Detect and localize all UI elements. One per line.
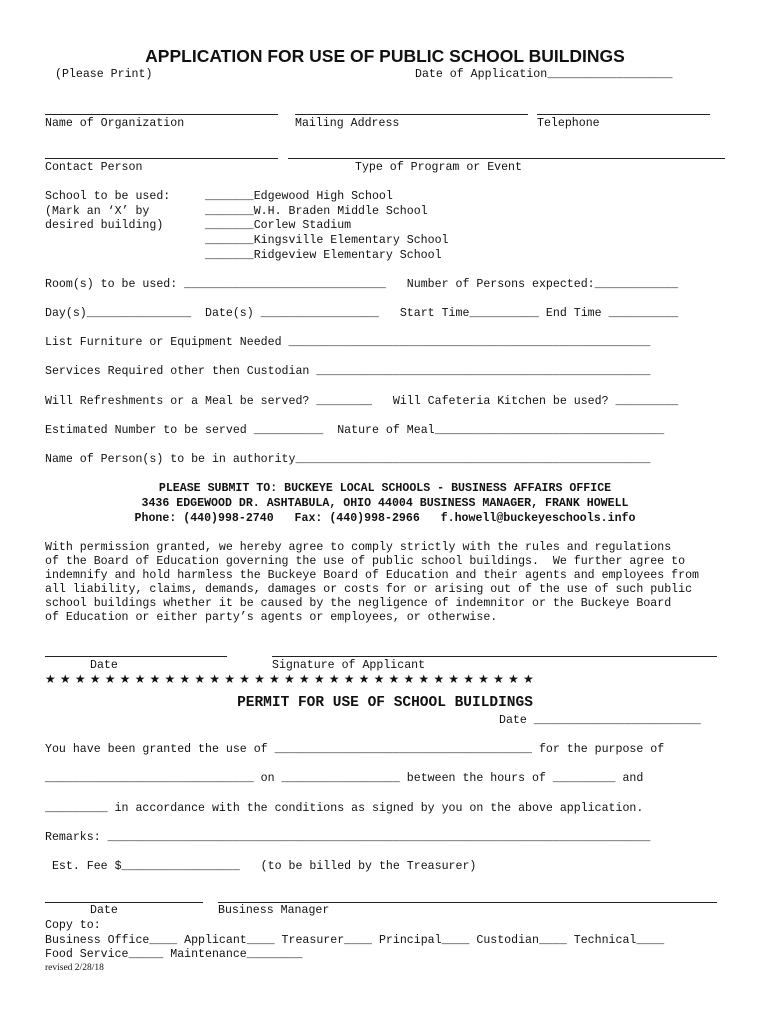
permit-date-label: Date bbox=[90, 904, 118, 917]
business-manager-line[interactable] bbox=[218, 902, 717, 903]
revision-note: revised 2/28/18 bbox=[45, 963, 104, 973]
agreement-line: indemnify and hold harmless the Buckeye Board of Education and their agents and employees from bbox=[45, 569, 699, 582]
rooms-row[interactable]: Room(s) to be used: _____________________________ Number of Persons expected:____________ bbox=[45, 278, 679, 291]
permit-title: PERMIT FOR USE OF SCHOOL BUILDINGS bbox=[237, 695, 533, 711]
school-option-braden[interactable]: _______W.H. Braden Middle School bbox=[205, 205, 428, 218]
permit-fee-row[interactable]: Est. Fee $_________________ (to be billed by the Treasurer) bbox=[45, 860, 477, 873]
mailing-address-line[interactable] bbox=[295, 114, 528, 115]
type-of-program-line[interactable] bbox=[288, 158, 725, 159]
telephone-label: Telephone bbox=[537, 117, 600, 130]
days-row[interactable]: Day(s)_______________ Date(s) _________________ Start Time__________ End Time __________ bbox=[45, 307, 679, 320]
please-print-note: (Please Print) bbox=[55, 68, 153, 81]
star-divider: ★ ★ ★ ★ ★ ★ ★ ★ ★ ★ ★ ★ ★ ★ ★ ★ ★ ★ ★ ★ ★ ★ ★ ★ ★ ★ ★ ★ ★ ★ ★ ★ ★ bbox=[45, 672, 534, 686]
school-option-ridgeview[interactable]: _______Ridgeview Elementary School bbox=[205, 249, 442, 262]
copy-to-line-2[interactable]: Food Service_____ Maintenance________ bbox=[45, 948, 303, 961]
submit-line-2: 3436 EDGEWOOD DR. ASHTABULA, OHIO 44004 BUSINESS MANAGER, FRANK HOWELL bbox=[141, 497, 629, 510]
submit-line-1: PLEASE SUBMIT TO: BUCKEYE LOCAL SCHOOLS - BUSINESS AFFAIRS OFFICE bbox=[158, 482, 612, 495]
mailing-address-label: Mailing Address bbox=[295, 117, 400, 130]
furniture-row[interactable]: List Furniture or Equipment Needed ____________________________________________________ bbox=[45, 336, 651, 349]
school-option-edgewood[interactable]: _______Edgewood High School bbox=[205, 190, 393, 203]
permit-remarks-row[interactable]: Remarks: ______________________________________________________________________________ bbox=[45, 831, 651, 844]
permit-date-line[interactable] bbox=[45, 902, 203, 903]
signature-date-label: Date bbox=[90, 659, 118, 672]
telephone-line[interactable] bbox=[537, 114, 710, 115]
agreement-line: With permission granted, we hereby agree to comply strictly with the rules and regulations bbox=[45, 541, 672, 554]
school-label-line-3: desired building) bbox=[45, 219, 164, 232]
refreshments-row[interactable]: Will Refreshments or a Meal be served? ________ Will Cafeteria Kitchen be used? _________ bbox=[45, 395, 679, 408]
school-label-line-2: (Mark an ‘X’ by bbox=[45, 205, 150, 218]
contact-person-label: Contact Person bbox=[45, 161, 143, 174]
agreement-line: of the Board of Education governing the use of public school buildings. We further agree to bbox=[45, 555, 686, 568]
permit-date-field[interactable]: Date ________________________ bbox=[499, 714, 701, 727]
permit-accordance-row[interactable]: _________ in accordance with the conditions as signed by you on the above application. bbox=[45, 802, 644, 815]
school-label-line-1: School to be used: bbox=[45, 190, 171, 203]
signature-applicant-label: Signature of Applicant bbox=[272, 659, 426, 672]
services-row[interactable]: Services Required other then Custodian ________________________________________________ bbox=[45, 365, 651, 378]
type-of-program-label: Type of Program or Event bbox=[355, 161, 522, 174]
business-manager-label: Business Manager bbox=[218, 904, 330, 917]
agreement-paragraph bbox=[45, 541, 727, 625]
school-option-kingsville[interactable]: _______Kingsville Elementary School bbox=[205, 234, 449, 247]
agreement-line: school buildings whether it be caused by the negligence of indemnitor or the Buckeye Board bbox=[45, 597, 672, 610]
school-option-corlew[interactable]: _______Corlew Stadium bbox=[205, 219, 352, 232]
organization-name-line[interactable] bbox=[45, 114, 278, 115]
contact-person-line[interactable] bbox=[45, 158, 278, 159]
signature-applicant-line[interactable] bbox=[272, 656, 717, 657]
document-title: APPLICATION FOR USE OF PUBLIC SCHOOL BUILDINGS bbox=[145, 46, 625, 66]
agreement-line: of Education or either party’s agents or employees, or otherwise. bbox=[45, 611, 498, 624]
date-of-application-field[interactable]: Date of Application__________________ bbox=[415, 68, 673, 81]
estimated-row[interactable]: Estimated Number to be served __________ Nature of Meal_________________________________ bbox=[45, 424, 665, 437]
authority-row[interactable]: Name of Person(s) to be in authority___________________________________________________ bbox=[45, 453, 651, 466]
permit-on-row[interactable]: ______________________________ on _________________ between the hours of _________ and bbox=[45, 772, 644, 785]
signature-date-line[interactable] bbox=[45, 656, 227, 657]
copy-to-line-1[interactable]: Business Office____ Applicant____ Treasurer____ Principal____ Custodian____ Technical____ bbox=[45, 934, 665, 947]
permit-granted-row[interactable]: You have been granted the use of _____________________________________ for the purpose of bbox=[45, 743, 665, 756]
agreement-line: all liability, claims, demands, damages or costs for or arising out of the use of such public bbox=[45, 583, 693, 596]
copy-to-label: Copy to: bbox=[45, 919, 101, 932]
submit-line-3: Phone: (440)998-2740 Fax: (440)998-2966 f.howell@buckeyeschools.info bbox=[134, 512, 636, 525]
name-of-organization-label: Name of Organization bbox=[45, 117, 185, 130]
